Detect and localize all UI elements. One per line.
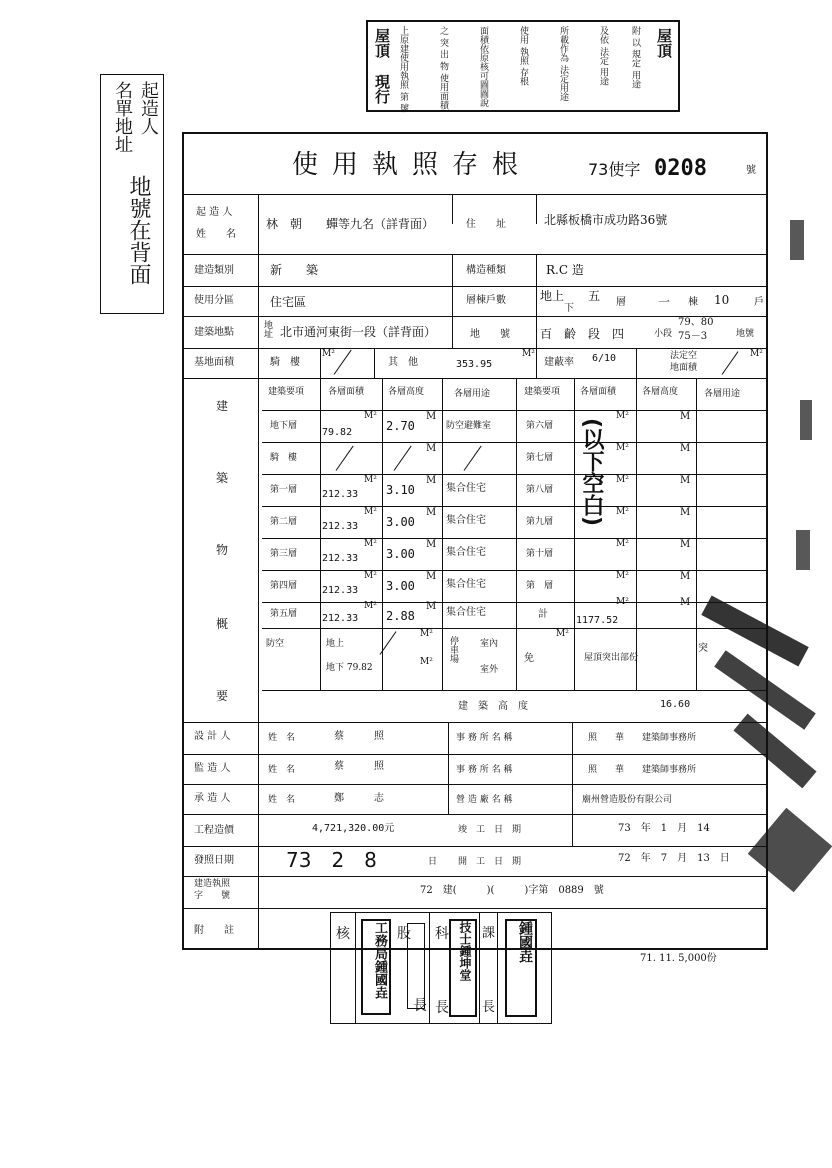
permit-ref-label: 字 號 [194, 891, 231, 901]
row-item-right: 第八層 [526, 485, 554, 495]
remarks-label: 附 註 [194, 925, 234, 936]
issue-date-label: 發照日期 [194, 855, 234, 866]
col-header: 建築要項 [524, 387, 561, 397]
unit-m: M [426, 539, 437, 550]
seal-text: 技士鍾坤堂 [458, 921, 472, 981]
unit-m: M [426, 411, 437, 422]
row-use: 防空避難室 [446, 421, 492, 431]
form-title: 使用執照存根 [292, 150, 533, 180]
stamp-text: 上原建使用執照 第 號 [398, 26, 408, 113]
lot-subsection: 小段 [654, 329, 673, 339]
row-item: 第五層 [270, 609, 298, 619]
coverage-label: 建蔽率 [544, 357, 574, 368]
unit-m: M [426, 571, 437, 582]
lot-suffix: 地號 [736, 329, 755, 339]
row-height: 2.70 [386, 419, 415, 433]
unit-m: M [680, 411, 691, 422]
contractor-company: 廟州營造股份有限公司 [582, 795, 673, 805]
parking-exempt: 免 [524, 653, 534, 664]
row-area: 212.33 [322, 613, 359, 624]
building-height-label: 建 築 高 度 [458, 701, 528, 712]
issue-date-value: 73 2 8 [286, 848, 377, 872]
parking-indoor: 室內 [480, 639, 499, 649]
print-note: 71. 11. 5,000份 [640, 953, 717, 964]
address-label: 住 址 [466, 219, 506, 230]
start-value: 72 年 7 月 13 日 [618, 853, 730, 864]
row-height: 2.88 [386, 609, 415, 623]
designer-label: 設 計 人 [194, 731, 231, 742]
issue-date-unit: 日 [428, 857, 438, 867]
unit-m2: M² [420, 629, 433, 639]
row-item-right: 第十層 [526, 549, 554, 559]
unit-m2: M² [364, 475, 377, 485]
row-item: 第三層 [270, 549, 298, 559]
scan-edge-mark [796, 530, 810, 570]
stamp-char: 課 [482, 926, 496, 941]
seal-stamp [449, 919, 477, 1017]
zone-value: 住宅區 [270, 295, 307, 309]
roof-part-right: 突 [698, 643, 708, 654]
coverage-value: 6/10 [592, 353, 617, 364]
unit-m2: M² [364, 411, 377, 421]
unit-m2: M² [616, 411, 629, 421]
designer-name: 蔡 照 [334, 731, 384, 742]
building-height-value: 16.60 [660, 699, 691, 710]
row-area: 212.33 [322, 489, 359, 500]
supervisor-office: 照 華 建築師事務所 [588, 765, 697, 775]
seal-text: 鍾國垚 [517, 921, 533, 963]
floors-households: 10 [714, 293, 730, 307]
signature-stamp-block [330, 912, 552, 1024]
name-label: 姓 名 [268, 795, 296, 805]
stamp-char: 科 [435, 926, 449, 942]
arcade-label: 騎 樓 [270, 357, 300, 368]
parking-outdoor: 室外 [480, 665, 499, 675]
col-header: 各層面積 [328, 387, 365, 397]
base-area-label: 基地面積 [194, 357, 234, 368]
site-value: 北市通河東街一段（詳背面） [280, 325, 437, 339]
row-use: 集合住宅 [446, 547, 486, 558]
unit-m: M [426, 601, 437, 612]
stamp-heading: 屋頂 [373, 28, 391, 58]
seal-text: 工務局鍾國垚 [372, 921, 387, 999]
floors-above: 地上 [540, 289, 565, 303]
row-height: 3.00 [386, 547, 415, 561]
row-item: 第一層 [270, 485, 298, 495]
floors-hu: 戶 [754, 297, 764, 308]
stamp-heading: 屋頂 [655, 28, 673, 58]
parking-label: 停車場 [448, 636, 458, 663]
section-label: 概 [216, 617, 229, 631]
contractor-label: 承 造 人 [194, 793, 231, 804]
unit-m: M [680, 571, 691, 582]
seal-stamp [505, 919, 537, 1017]
designer-office: 照 華 建築師事務所 [588, 733, 697, 743]
row-item: 地下層 [270, 421, 298, 431]
section-label: 築 [216, 471, 229, 485]
unit-m: M [426, 507, 437, 518]
stamp-text: 之 突 出 物 使用面積 [438, 26, 448, 110]
stamp-char: 核 [336, 926, 350, 942]
row-area: 212.33 [322, 521, 359, 532]
stamp-text: 所載作為 法定用途 [558, 26, 568, 101]
supervisor-label: 監 造 人 [194, 763, 231, 774]
row-height: 3.10 [386, 483, 415, 497]
build-type-value: 新 築 [270, 263, 319, 277]
struct-value: R.C 造 [546, 263, 584, 277]
section-label: 要 [216, 689, 229, 703]
name-label: 姓 名 [268, 765, 296, 775]
legal-open-label: 法定空 [670, 351, 698, 361]
office-label: 事 務 所 名 稱 [456, 733, 513, 743]
note-col: 地號在背面 [126, 175, 151, 285]
row-area: 212.33 [322, 553, 359, 564]
other-value: 353.95 [456, 359, 493, 370]
lot-numbers: 79、80 [678, 317, 714, 328]
cost-label: 工程造價 [194, 825, 234, 836]
air-raid-sub: 地上 [326, 639, 345, 649]
floors-below: 下 [564, 303, 574, 314]
unit-m2: M² [750, 349, 763, 359]
site-label: 建築地點 [194, 327, 234, 338]
seal-stamp [361, 919, 391, 1015]
cost-value: 4,721,320.00元 [312, 823, 395, 834]
permit-prefix: 73使字 [588, 160, 641, 179]
row-item-right: 第九層 [526, 517, 554, 527]
air-raid-label: 防空 [266, 639, 285, 649]
row-item: 騎 樓 [270, 453, 298, 463]
unit-m2: M² [616, 597, 629, 607]
basement-note: 地下 79.82 [326, 663, 373, 673]
unit-m2: M² [420, 657, 433, 667]
floors-count: 五 [588, 289, 601, 303]
section-label: 建 [216, 399, 229, 413]
permit-ref-value: 72 建( )( )字第 0889 號 [420, 885, 604, 896]
applicant-value: 林 朝 蟬等九名（詳背面） [266, 217, 435, 231]
office-label: 事 務 所 名 稱 [456, 765, 513, 775]
unit-m2: M² [616, 571, 629, 581]
unit-m: M [426, 475, 437, 486]
row-item: 第四層 [270, 581, 298, 591]
section-label: 物 [216, 543, 229, 557]
row-use: 集合住宅 [446, 579, 486, 590]
col-header: 各層面積 [580, 387, 617, 397]
unit-m2: M² [364, 601, 377, 611]
permit-ref-label: 建造執照 [194, 879, 231, 889]
row-item-right: 計 [538, 609, 548, 620]
total-area: 1177.52 [576, 615, 619, 626]
col-header: 各層用途 [454, 389, 491, 399]
row-area: 212.33 [322, 585, 359, 596]
scan-edge-mark [800, 400, 812, 440]
unit-m2: M² [616, 507, 629, 517]
col-header: 建築要項 [268, 387, 305, 397]
scan-edge-mark [790, 220, 804, 260]
unit-m2: M² [616, 475, 629, 485]
permit-number: 0208 [654, 156, 707, 181]
unit-m2: M² [364, 507, 377, 517]
row-use: 集合住宅 [446, 607, 486, 618]
legal-open-label: 地面積 [670, 363, 698, 373]
stamp-text: 附 以 規定 用途 [630, 26, 640, 89]
zone-label: 使用分區 [194, 295, 234, 306]
applicant-label: 起 造 人 [196, 207, 233, 218]
col-header: 各層高度 [642, 387, 679, 397]
row-item: 第二層 [270, 517, 298, 527]
blank-note: (以下空白) [579, 418, 604, 527]
row-use: 集合住宅 [446, 515, 486, 526]
row-height: 3.00 [386, 515, 415, 529]
unit-m2: M² [322, 349, 335, 359]
company-label: 營 造 廠 名 稱 [456, 795, 513, 805]
floors-buildings: 一 [658, 295, 671, 309]
lot-numbers: 75－3 [678, 331, 708, 342]
unit-m: M [680, 597, 691, 608]
applicant-label: 姓 名 [196, 229, 236, 240]
row-area: 79.82 [322, 427, 353, 438]
supervisor-name: 蔡 照 [334, 761, 384, 772]
build-type-label: 建造類別 [194, 265, 234, 276]
other-label: 其 他 [388, 357, 418, 368]
row-height: 3.00 [386, 579, 415, 593]
stamp-text: 面積依原核可圖圖說 [478, 26, 488, 107]
unit-m: M [680, 443, 691, 454]
unit-m2: M² [556, 629, 569, 639]
completion-value: 73 年 1 月 14 [618, 823, 710, 834]
unit-m2: M² [364, 539, 377, 549]
unit-m2: M² [522, 349, 535, 359]
site-addr-tag: 地址 [262, 320, 272, 338]
roof-part: 屋頂突出部份 [584, 653, 639, 663]
seal-stamp [407, 923, 425, 1009]
row-item-right: 第六層 [526, 421, 554, 431]
stamp-char: 長 [482, 1000, 496, 1015]
stamp-text: 使用 執照 存根 [518, 26, 528, 86]
note-col: 起造人 [138, 81, 159, 135]
unit-m2: M² [364, 571, 377, 581]
top-approval-stamp [366, 20, 680, 112]
usage-permit-form [182, 132, 768, 950]
stamp-char: 股 [397, 926, 411, 942]
unit-m: M [680, 539, 691, 550]
unit-m: M [680, 507, 691, 518]
name-label: 姓 名 [268, 733, 296, 743]
unit-m: M [426, 443, 437, 454]
contractor-name: 鄭 志 [334, 793, 384, 804]
row-use: 集合住宅 [446, 483, 486, 494]
unit-m: M [680, 475, 691, 486]
unit-m2: M² [616, 539, 629, 549]
note-col: 名單地址 [112, 81, 133, 153]
floors-label: 層棟戶數 [466, 295, 506, 306]
stamp-char: 長 [435, 1000, 449, 1016]
stamp-heading: 現行 [373, 74, 391, 104]
stamp-text: 及依 法定 用途 [598, 26, 608, 86]
floors-unit: 層 [616, 297, 626, 308]
row-item-right: 第七層 [526, 453, 554, 463]
unit-m2: M² [616, 443, 629, 453]
start-label: 開 工 日 期 [458, 857, 522, 867]
lot-value: 百 齡 段 四 [540, 327, 625, 341]
address-value: 北縣板橋市成功路36號 [544, 213, 668, 227]
lot-label: 地 號 [470, 329, 510, 340]
row-item-right: 第 層 [526, 581, 554, 591]
stamp-char: 長 [413, 998, 427, 1014]
col-header: 各層高度 [388, 387, 425, 397]
col-header: 各層用途 [704, 389, 741, 399]
completion-label: 竣 工 日 期 [458, 825, 522, 835]
permit-suffix: 號 [746, 165, 756, 176]
floors-dong: 棟 [688, 297, 698, 308]
struct-label: 構造種類 [466, 265, 506, 276]
left-handwritten-note [100, 74, 164, 314]
